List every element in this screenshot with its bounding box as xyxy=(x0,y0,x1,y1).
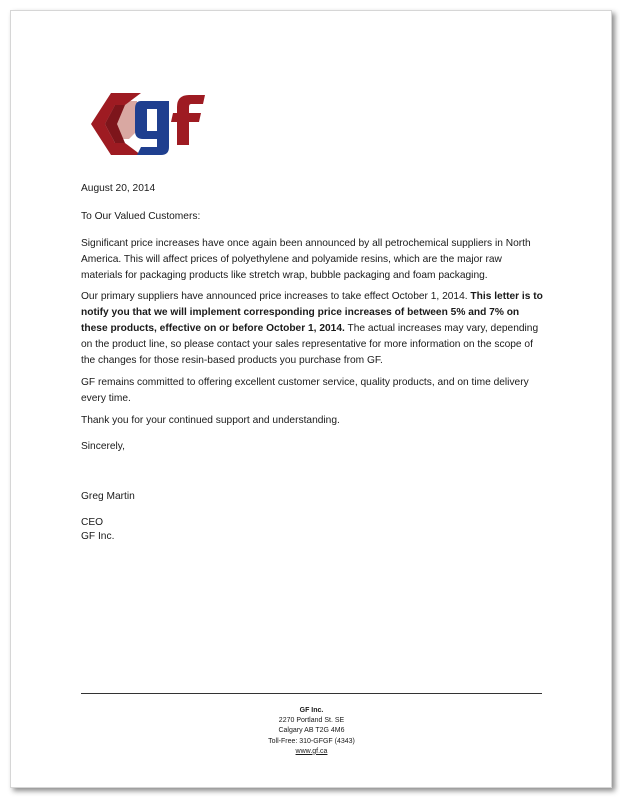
letter-paragraph-1: Significant price increases have once again been announced by all petrochemical suppliers in North America. This will affect prices of polyethylene and polyamide resins, which are the major raw materials for packaging products like stretch wrap, bubble packaging and foam packaging. xyxy=(81,238,531,281)
signer-name: Greg Martin xyxy=(81,491,135,502)
paragraph-2-details: The actual increases may vary, depending on the product line, so please contact your sales representative for more information on the scope of the changes for those resin-based products you purchase from GF. xyxy=(81,323,539,366)
footer-address-block xyxy=(81,706,542,757)
letter-paragraph-3: GF remains committed to offering excellent customer service, quality products, and on time delivery every time. xyxy=(81,377,529,404)
gf-logo xyxy=(91,91,207,157)
footer-phone: Toll-Free: 310-GFGF (4343) xyxy=(268,737,355,745)
letter-closing: Sincerely, xyxy=(81,441,125,452)
footer-company: GF Inc. xyxy=(299,707,324,714)
signer-title: CEO xyxy=(81,517,104,528)
signer-company: GF Inc. xyxy=(81,531,115,542)
footer-divider xyxy=(81,693,542,694)
letter-paragraph-2 xyxy=(81,289,543,369)
letter-salutation: To Our Valued Customers: xyxy=(81,211,201,222)
paragraph-2-intro: Our primary suppliers have announced price increases to take effect October 1, 2014. xyxy=(81,291,471,302)
paragraph-2-bold-notice: This letter is to notify you that we will implement corresponding price increases of between 5% and 7% on these products, effective on or before October 1, 2014. xyxy=(81,291,543,334)
logo-red-f xyxy=(171,95,205,145)
letter-paragraph-4: Thank you for your continued support and understanding. xyxy=(81,415,340,426)
footer-website-link[interactable]: www.gf.ca xyxy=(295,747,328,755)
footer-city: Calgary AB T2G 4M6 xyxy=(278,727,345,735)
letter-date: August 20, 2014 xyxy=(81,183,156,194)
logo-blue-g xyxy=(135,101,169,155)
letter-page xyxy=(10,10,612,788)
footer-street: 2270 Portland St. SE xyxy=(278,717,345,725)
